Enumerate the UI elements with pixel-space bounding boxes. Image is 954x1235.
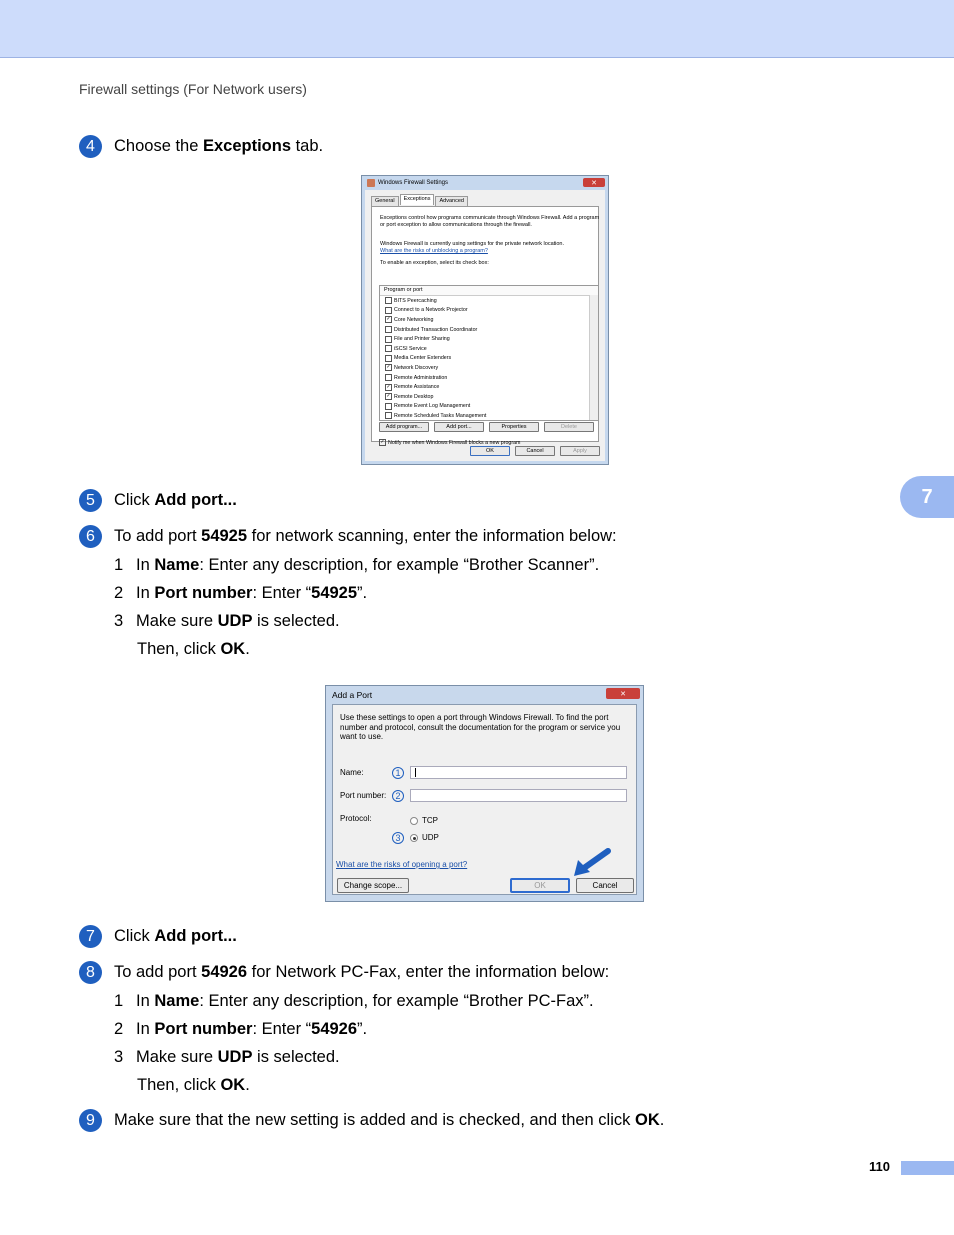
step-number: 6 [79,525,102,548]
notify-checkbox[interactable]: ✓ [380,439,385,445]
exception-checkbox[interactable] [385,374,392,381]
tab-advanced[interactable]: Advanced [435,196,467,207]
exception-checkbox[interactable]: ✓ [386,393,391,400]
apply-button[interactable]: Apply [560,446,600,456]
tab-exceptions[interactable]: Exceptions [400,194,435,205]
protocol-label: Protocol: [340,814,372,823]
list-item[interactable] [380,392,598,402]
chapter-tab: 7 [900,476,954,518]
exceptions-list[interactable] [379,285,599,421]
udp-label: UDP [422,833,439,842]
exception-label: iSCSI Service [394,345,427,352]
firewall-icon [367,179,375,187]
exception-label: Media Center Extenders [394,355,452,362]
substep: 3 Make sure UDP is selected. [114,1048,340,1066]
dialog-titlebar [362,176,608,190]
exception-label: Remote Assistance [394,384,440,391]
page-number: 110 [869,1159,890,1174]
callout-2: 2 [392,790,404,802]
exception-label: Distributed Transaction Coordinator [394,326,478,333]
list-item[interactable] [380,296,598,306]
exception-label: Connect to a Network Projector [394,307,468,314]
exception-checkbox[interactable] [385,297,392,304]
callout-3: 3 [392,832,404,844]
tab-general[interactable]: General [371,196,399,207]
arrow-pointer-icon [572,848,612,878]
add-port-button[interactable]: Add port... [434,422,484,432]
udp-radio[interactable] [410,834,418,842]
list-item[interactable] [380,411,598,421]
step-number: 9 [79,1109,102,1132]
substep: 3 Make sure UDP is selected. [114,612,340,630]
substep: 1 In Name: Enter any description, for example “Brother Scanner”. [114,556,600,574]
list-item[interactable] [380,402,598,412]
step-5: 5 Click Add port... [79,489,237,512]
exception-checkbox[interactable]: ✓ [386,364,391,371]
risk-link[interactable]: What are the risks of unblocking a program? [380,248,488,254]
exception-label: Remote Scheduled Tasks Management [394,412,487,419]
substep: 2 In Port number: Enter “54926”. [114,1020,368,1038]
exception-checkbox[interactable]: ✓ [386,316,391,323]
tcp-radio[interactable] [410,817,418,825]
add-program-button[interactable]: Add program... [379,422,429,432]
then-click-ok: Then, click OK. [137,1076,250,1094]
list-item[interactable] [380,344,598,354]
step-number: 8 [79,961,102,984]
step-8: 8 To add port 54926 for Network PC-Fax, enter the information below: [79,961,609,984]
step-number: 5 [79,489,102,512]
dialog-title: Windows Firewall Settings [378,180,449,186]
windows-firewall-settings-dialog [361,175,609,465]
list-item[interactable] [380,373,598,383]
exception-checkbox[interactable] [385,336,392,343]
list-item[interactable] [380,325,598,335]
risk-link[interactable]: What are the risks of opening a port? [336,860,468,869]
exception-checkbox[interactable] [385,412,392,419]
list-item[interactable] [380,382,598,392]
list-header: Program or port [380,286,598,296]
substep: 1 In Name: Enter any description, for example “Brother PC-Fax”. [114,992,594,1010]
ok-button[interactable]: OK [470,446,510,456]
ok-button[interactable]: OK [510,878,570,893]
step-9: 9 Make sure that the new setting is added and is checked, and then click OK. [79,1109,664,1132]
exception-checkbox[interactable] [385,403,392,410]
exception-checkbox[interactable]: ✓ [386,383,391,390]
exception-checkbox[interactable] [385,355,392,362]
name-field[interactable] [410,766,627,779]
notify-option[interactable]: ✓ Notify me when Windows Firewall blocks a new program [380,439,521,446]
step-7: 7 Click Add port... [79,925,237,948]
step-number: 4 [79,135,102,158]
properties-button[interactable]: Properties [489,422,539,432]
list-item[interactable] [380,306,598,316]
port-number-field[interactable] [410,789,627,802]
then-click-ok: Then, click OK. [137,640,250,658]
step-4: 4 Choose the Exceptions tab. [79,135,323,158]
exception-checkbox[interactable] [385,345,392,352]
close-icon[interactable]: ✕ [606,688,640,699]
name-label: Name: [340,768,364,777]
cancel-button[interactable]: Cancel [515,446,555,456]
substep: 2 In Port number: Enter “54925”. [114,584,368,602]
list-item[interactable] [380,363,598,373]
exception-label: Remote Event Log Management [394,403,471,410]
exception-checkbox[interactable] [385,307,392,314]
tcp-label: TCP [422,816,438,825]
dialog-title: Add a Port [332,690,373,700]
callout-1: 1 [392,767,404,779]
list-item[interactable] [380,354,598,364]
exception-label: Network Discovery [394,364,439,371]
dialog-titlebar [326,686,643,704]
exception-label: File and Printer Sharing [394,336,450,343]
exception-label: Remote Desktop [394,393,434,400]
exception-label: Core Networking [394,316,434,323]
status-text: Windows Firewall is currently using settings for the private network location. [380,241,565,247]
section-header: Firewall settings (For Network users) [79,81,307,97]
instruction-text: To enable an exception, select its check box: [380,260,489,266]
exception-checkbox[interactable] [385,326,392,333]
list-item[interactable] [380,334,598,344]
port-number-label: Port number: [340,791,387,800]
change-scope-button[interactable]: Change scope... [337,878,409,893]
intro-text: Use these settings to open a port through Windows Firewall. To find the port number and protocol, consult the documentation for the program or service you want to use. [340,713,621,741]
intro-text: Exceptions control how programs communicate through Windows Firewall. Add a program or port exception to allow communications through the firewall. [380,215,600,228]
delete-button[interactable]: Delete [544,422,594,432]
list-item[interactable] [380,315,598,325]
step-6: 6 To add port 54925 for network scanning, enter the information below: [79,525,617,548]
step-number: 7 [79,925,102,948]
scrollbar[interactable] [589,295,598,420]
cancel-button[interactable]: Cancel [576,878,634,893]
exception-label: Remote Administration [394,374,448,381]
close-icon[interactable]: ✕ [583,178,605,187]
page-number-bar [901,1161,954,1175]
exceptions-panel [371,206,600,446]
exception-label: BITS Peercaching [394,297,437,304]
top-banner [0,0,954,58]
